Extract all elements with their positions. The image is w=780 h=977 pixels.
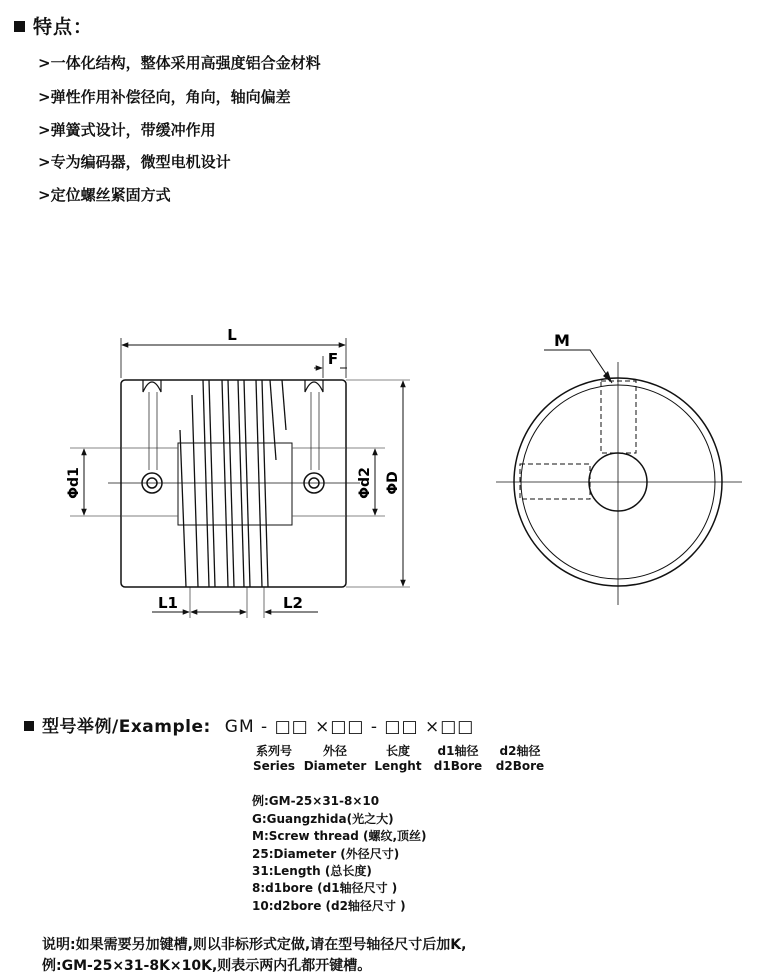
explanation-line: M:Screw thread (螺纹,顶丝) bbox=[252, 829, 427, 843]
column-cn: 系列号 bbox=[255, 744, 292, 758]
explanation-line: 25:Diameter (外径尺寸) bbox=[252, 847, 400, 861]
dimension-d1-label: Φd1 bbox=[66, 467, 82, 499]
square-bullet-icon bbox=[24, 721, 34, 731]
column-en: Lenght bbox=[374, 759, 422, 773]
side-view bbox=[108, 380, 360, 587]
column-cn: d2轴径 bbox=[499, 744, 541, 758]
feature-item: >专为编码器，微型电机设计 bbox=[38, 153, 231, 171]
square-bullet-icon bbox=[14, 21, 25, 32]
features-title: 特点： bbox=[33, 16, 94, 38]
feature-item: >弹簧式设计，带缓冲作用 bbox=[38, 121, 216, 139]
explanation-line: 例:GM-25×31-8×10 bbox=[252, 794, 380, 808]
explanation-line: 8:d1bore (d1轴径尺寸 ) bbox=[252, 881, 398, 895]
end-view bbox=[496, 331, 742, 605]
column-en: Series bbox=[252, 759, 296, 773]
M-leader-line bbox=[544, 350, 612, 383]
dimension-L2-label: L2 bbox=[283, 594, 303, 612]
feature-item: >弹性作用补偿径向，角向，轴向偏差 bbox=[38, 88, 291, 106]
column-cn: 外径 bbox=[322, 744, 347, 758]
column-d2 bbox=[492, 742, 548, 773]
column-d1 bbox=[430, 742, 486, 773]
column-en: d1Bore bbox=[433, 759, 483, 773]
feature-item: >一体化结构，整体采用高强度铝合金材料 bbox=[38, 54, 321, 72]
note-line-1: 说明:如果需要另加键槽,则以非标形式定做,请在型号轴径尺寸后加K, bbox=[42, 937, 467, 953]
note-line-2: 例:GM-25×31-8K×10K,则表示两内孔都开键槽。 bbox=[42, 958, 372, 974]
dimension-D-label: ΦD bbox=[385, 471, 401, 495]
dimension-M-label: M bbox=[554, 331, 570, 350]
column-diameter bbox=[300, 742, 370, 773]
explanation-line: 31:Length (总长度) bbox=[252, 864, 372, 878]
column-en: d2Bore bbox=[495, 759, 545, 773]
column-en: Diameter bbox=[303, 759, 367, 773]
column-length bbox=[372, 742, 424, 773]
features-heading bbox=[14, 12, 93, 39]
explanation-line: G:Guangzhida(光之大) bbox=[252, 812, 394, 826]
dimension-L-label: L bbox=[227, 326, 237, 344]
example-heading bbox=[24, 712, 474, 737]
column-cn: d1轴径 bbox=[437, 744, 479, 758]
dimension-F-label: F bbox=[327, 350, 339, 368]
column-series bbox=[250, 742, 298, 773]
dimension-L1-label: L1 bbox=[158, 594, 178, 612]
column-cn: 长度 bbox=[385, 744, 410, 758]
example-label: 型号举例/Example: bbox=[42, 717, 211, 737]
model-code-template: GM - □□ ×□□ - □□ ×□□ bbox=[224, 717, 475, 737]
coupling-technical-drawing bbox=[0, 300, 780, 630]
explanation-line: 10:d2bore (d2轴径尺寸 ) bbox=[252, 899, 406, 913]
dimension-d2-label: Φd2 bbox=[357, 467, 373, 499]
feature-item: >定位螺丝紧固方式 bbox=[38, 186, 171, 204]
